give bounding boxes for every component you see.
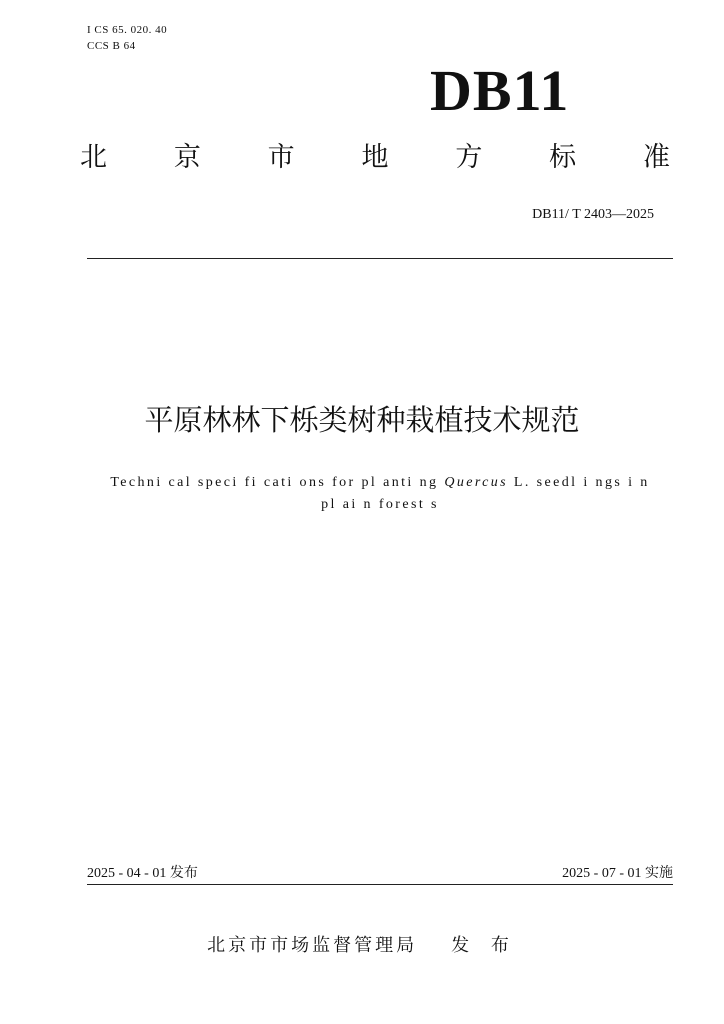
english-title-part: L. seedl i ngs i n	[508, 475, 650, 490]
publish-date: 2025 - 04 - 01	[87, 866, 167, 881]
standard-type-char: 京	[173, 142, 201, 173]
standard-type-heading	[80, 138, 670, 178]
standard-type-char: 标	[549, 142, 577, 173]
bottom-divider	[87, 884, 673, 885]
implement-date: 2025 - 07 - 01	[562, 866, 642, 881]
ics-code: I CS 65. 020. 40	[87, 24, 168, 36]
ccs-code: CCS B 64	[87, 40, 136, 52]
latin-genus-name: Quercus	[444, 475, 509, 490]
issuer-line	[0, 932, 724, 960]
implement-label: 实施	[645, 865, 673, 881]
standard-type-char: 方	[455, 142, 483, 173]
date-row	[87, 862, 673, 885]
classification-codes	[87, 22, 167, 54]
standard-type-char: 地	[361, 142, 389, 173]
standard-number: DB11/ T 2403—2025	[532, 207, 654, 222]
publish-label: 发布	[169, 865, 198, 881]
standard-type-char: 准	[642, 142, 670, 173]
standard-type-char: 北	[80, 142, 107, 173]
document-title-english	[100, 472, 660, 516]
english-title-line-1	[100, 472, 660, 494]
top-divider	[87, 258, 673, 259]
standard-logo: DB11	[430, 58, 570, 123]
implement-date-group	[562, 862, 673, 885]
english-title-line-2: pl ai n forest s	[321, 497, 439, 512]
document-title-chinese: 平原林林下栎类树种栽植技术规范	[144, 403, 580, 437]
standard-type-char: 市	[267, 142, 295, 173]
issue-label: 发 布	[451, 935, 517, 956]
issuing-authority: 北京市市场监督管理局	[207, 935, 418, 956]
publish-date-group	[87, 862, 198, 885]
english-title-part: Techni cal speci fi cati ons for pl anti ng	[110, 475, 445, 490]
